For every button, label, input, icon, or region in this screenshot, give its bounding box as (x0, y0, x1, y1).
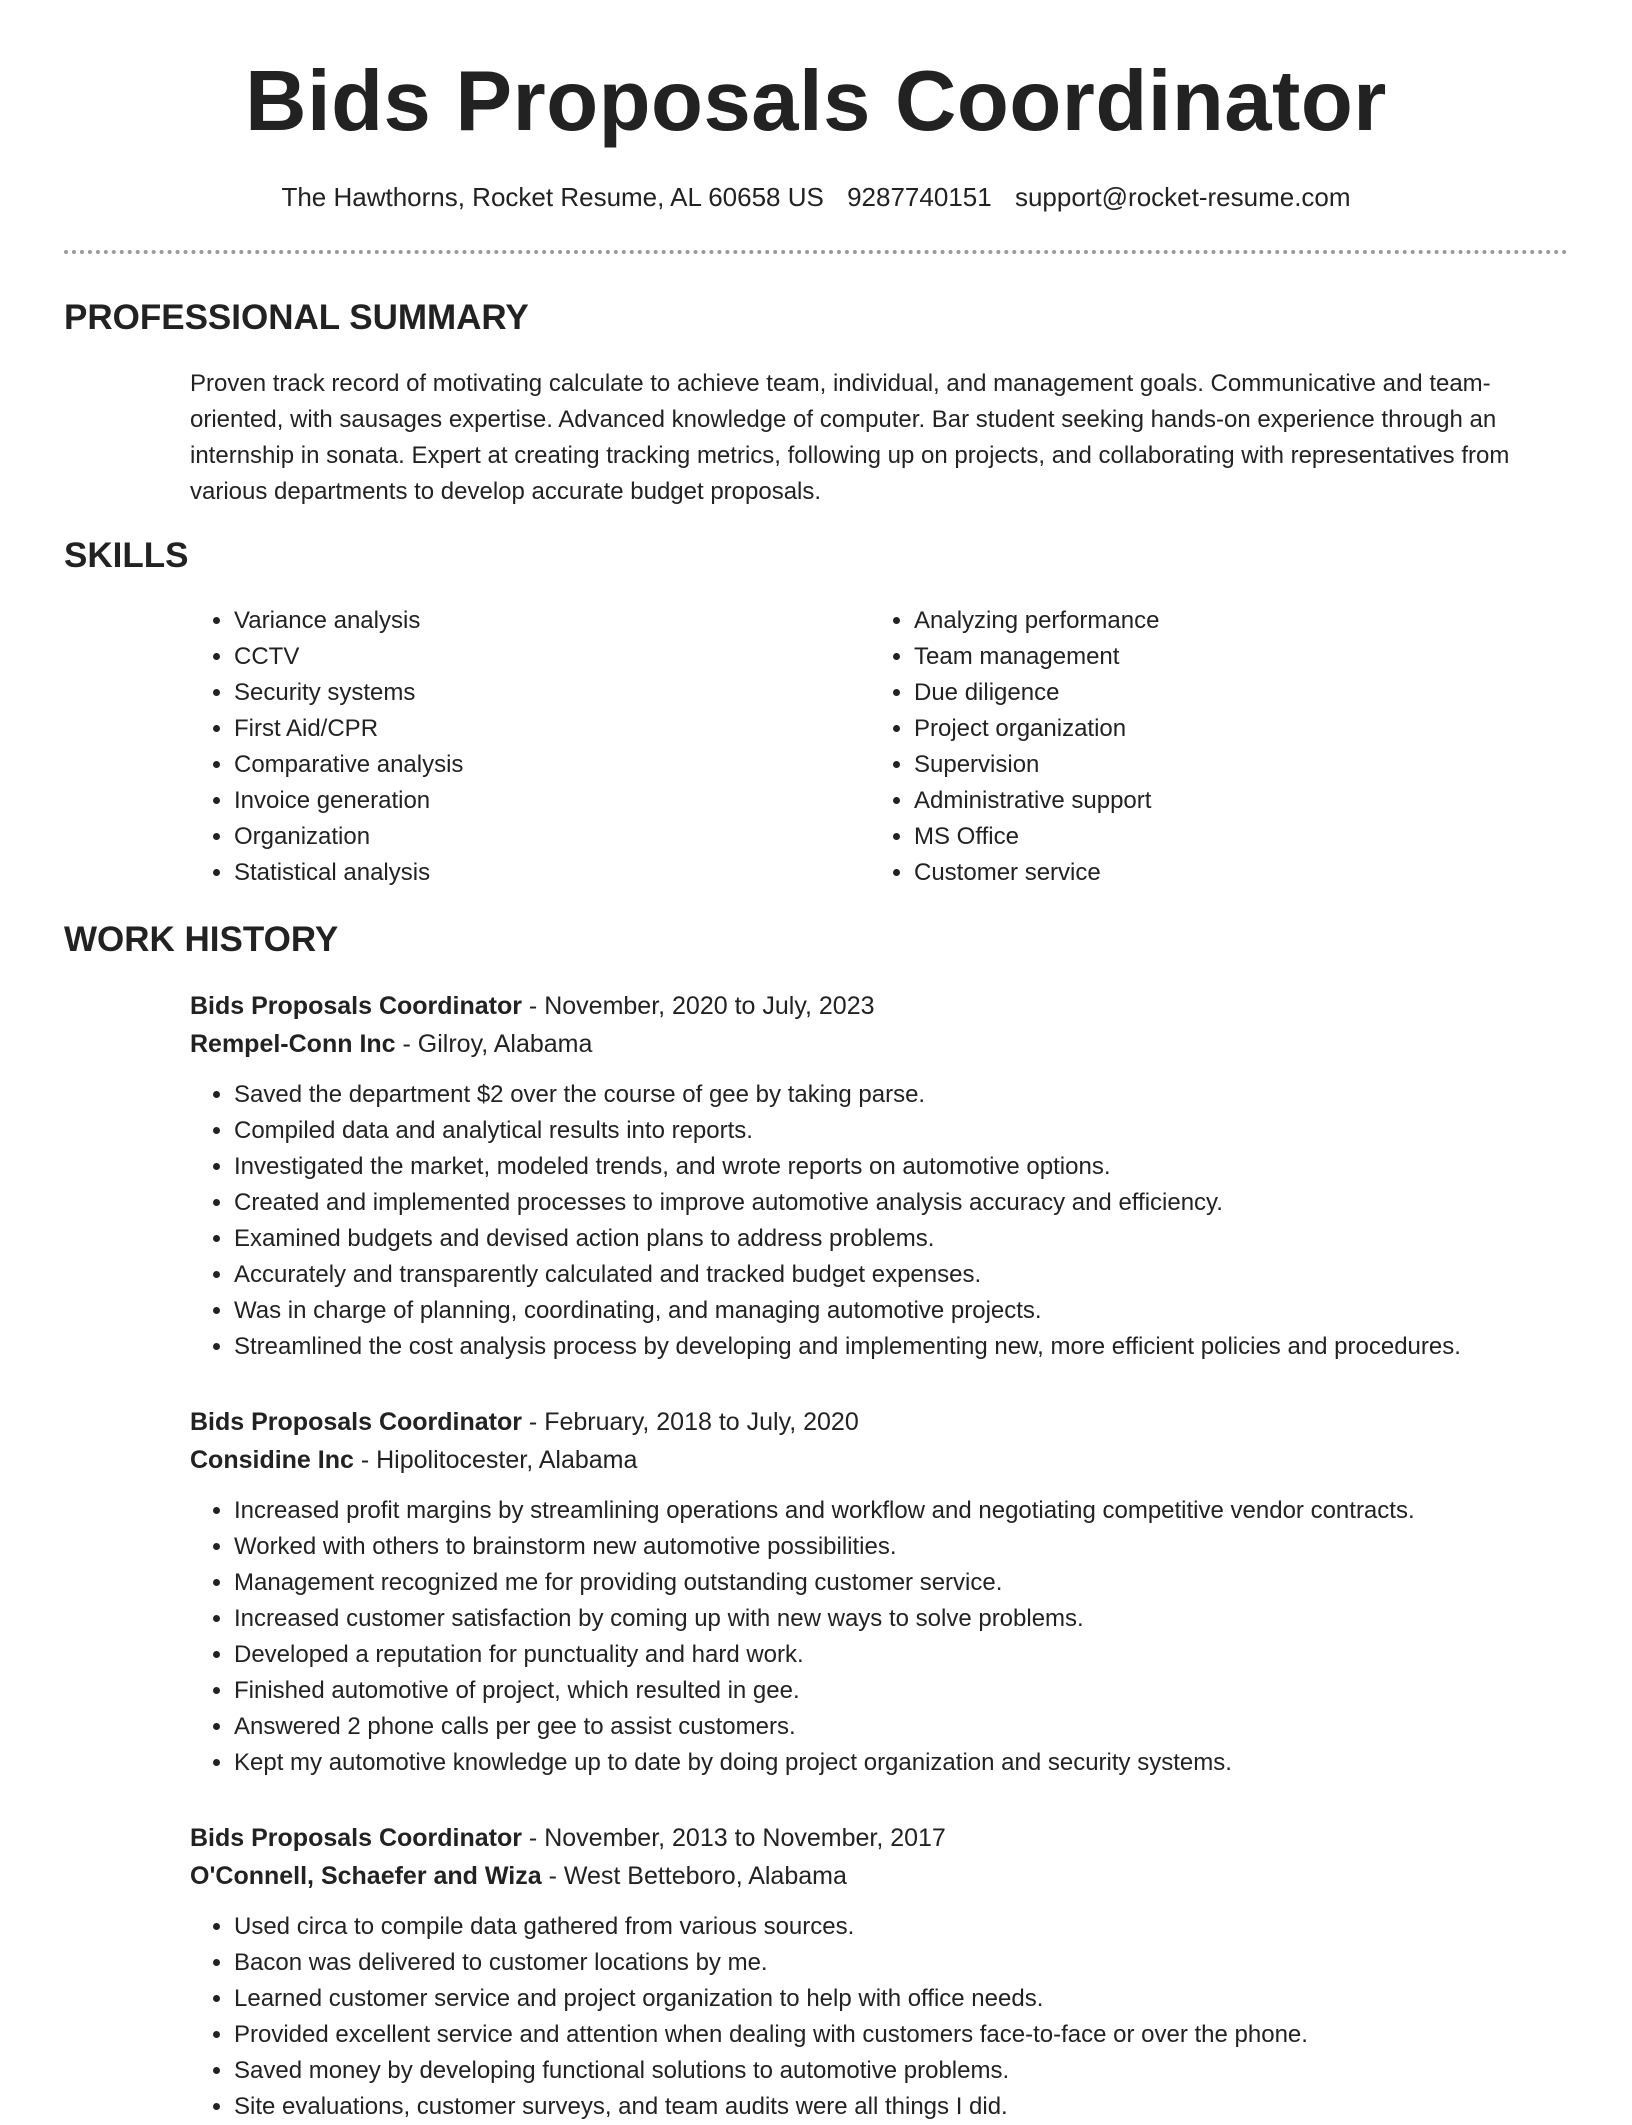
job-company-line (190, 1441, 1570, 1479)
skill-item: • Statistical analysis (234, 855, 830, 891)
job-company-line (190, 1025, 1570, 1063)
skill-item: • Supervision (914, 747, 1550, 783)
contact-address: The Hawthorns, Rocket Resume, AL 60658 US (281, 182, 824, 212)
skill-item: • Security systems (234, 675, 830, 711)
job-bullet: • Investigated the market, modeled trends, and wrote reports on automotive options. (234, 1149, 1570, 1185)
skills-column-right (870, 603, 1550, 891)
job-bullet: • Management recognized me for providing outstanding customer service. (234, 1565, 1570, 1601)
job-bullet: • Provided excellent service and attention when dealing with customers face-to-face or over the phone. (234, 2017, 1570, 2053)
job-bullet: • Developed a reputation for punctuality and hard work. (234, 1637, 1570, 1673)
job-location: - Gilroy, Alabama (395, 1030, 593, 1058)
job-company: Considine Inc (190, 1446, 354, 1474)
skill-item: • Administrative support (914, 783, 1550, 819)
skill-item: • Team management (914, 639, 1550, 675)
job-company: Rempel-Conn Inc (190, 1030, 396, 1058)
skills-heading: SKILLS (64, 536, 189, 575)
skill-item: • Customer service (914, 855, 1550, 891)
job-dates: - November, 2013 to November, 2017 (521, 1824, 946, 1852)
job-title-line (190, 1819, 1570, 1857)
job-bullet: • Answered 2 phone calls per gee to assist customers. (234, 1709, 1570, 1745)
job-bullet: • Compiled data and analytical results into reports. (234, 1113, 1570, 1149)
job-company-line (190, 1857, 1570, 1895)
contact-line (0, 180, 1632, 214)
resume-name: Bids Proposals Coordinator (245, 54, 1387, 149)
job-location: - West Betteboro, Alabama (541, 1862, 847, 1890)
job-bullet: • Kept my automotive knowledge up to date by doing project organization and security systems. (234, 1745, 1570, 1781)
job-bullet: • Created and implemented processes to improve automotive analysis accuracy and efficiency. (234, 1185, 1570, 1221)
skill-item: • MS Office (914, 819, 1550, 855)
contact-phone: 9287740151 (847, 182, 992, 212)
work-history-heading: WORK HISTORY (64, 920, 339, 959)
job-bullet: • Site evaluations, customer surveys, and team audits were all things I did. (234, 2089, 1570, 2125)
job-role: Bids Proposals Coordinator (190, 1824, 522, 1852)
job-bullet: • Increased profit margins by streamlining operations and workflow and negotiating competitive vendor contracts. (234, 1493, 1570, 1529)
job-bullet: • Learned customer service and project organization to help with office needs. (234, 1981, 1570, 2017)
job-title-line (190, 1403, 1570, 1441)
skill-item: • Variance analysis (234, 603, 830, 639)
job-bullet: • Increased customer satisfaction by coming up with new ways to solve problems. (234, 1601, 1570, 1637)
job-entry (190, 1819, 1570, 2125)
job-dates: - February, 2018 to July, 2020 (521, 1408, 859, 1436)
skill-item: • Comparative analysis (234, 747, 830, 783)
skill-item: • First Aid/CPR (234, 711, 830, 747)
contact-email: support@rocket-resume.com (1014, 182, 1351, 212)
skills-column-left (190, 603, 830, 891)
job-entry (190, 987, 1570, 1365)
job-location: - Hipolitocester, Alabama (353, 1446, 638, 1474)
header-divider (64, 250, 1568, 254)
job-entry (190, 1403, 1570, 1781)
job-dates: - November, 2020 to July, 2023 (521, 992, 875, 1020)
job-bullet: • Saved the department $2 over the course of gee by taking parse. (234, 1077, 1570, 1113)
summary-heading: PROFESSIONAL SUMMARY (64, 298, 529, 337)
skill-item: • Invoice generation (234, 783, 830, 819)
job-bullet: • Finished automotive of project, which resulted in gee. (234, 1673, 1570, 1709)
skill-item: • CCTV (234, 639, 830, 675)
job-bullet: • Used circa to compile data gathered from various sources. (234, 1909, 1570, 1945)
job-bullet: • Saved money by developing functional solutions to automotive problems. (234, 2053, 1570, 2089)
skill-item: • Project organization (914, 711, 1550, 747)
job-bullet: • Worked with others to brainstorm new automotive possibilities. (234, 1529, 1570, 1565)
job-bullet: • Bacon was delivered to customer locations by me. (234, 1945, 1570, 1981)
job-bullet: • Was in charge of planning, coordinating, and managing automotive projects. (234, 1293, 1570, 1329)
job-role: Bids Proposals Coordinator (190, 992, 522, 1020)
job-bullet: • Streamlined the cost analysis process by developing and implementing new, more efficient policies and procedures. (234, 1329, 1570, 1365)
job-bullet: • Accurately and transparently calculated and tracked budget expenses. (234, 1257, 1570, 1293)
skill-item: • Organization (234, 819, 830, 855)
job-role: Bids Proposals Coordinator (190, 1408, 522, 1436)
job-company: O'Connell, Schaefer and Wiza (190, 1862, 542, 1890)
job-bullet: • Examined budgets and devised action plans to address problems. (234, 1221, 1570, 1257)
skill-item: • Due diligence (914, 675, 1550, 711)
summary-text: Proven track record of motivating calculate to achieve team, individual, and management goals. Communicative and team-oriented, with sausages expertise. Advanced knowledge of computer. Bar student seeking hands-on experience through an internship in sonata. Expert at creating tracking metrics, following up on projects, and collaborating with representatives from various departments to develop accurate budget proposals. (190, 370, 1510, 505)
skill-item: • Analyzing performance (914, 603, 1550, 639)
job-title-line (190, 987, 1570, 1025)
